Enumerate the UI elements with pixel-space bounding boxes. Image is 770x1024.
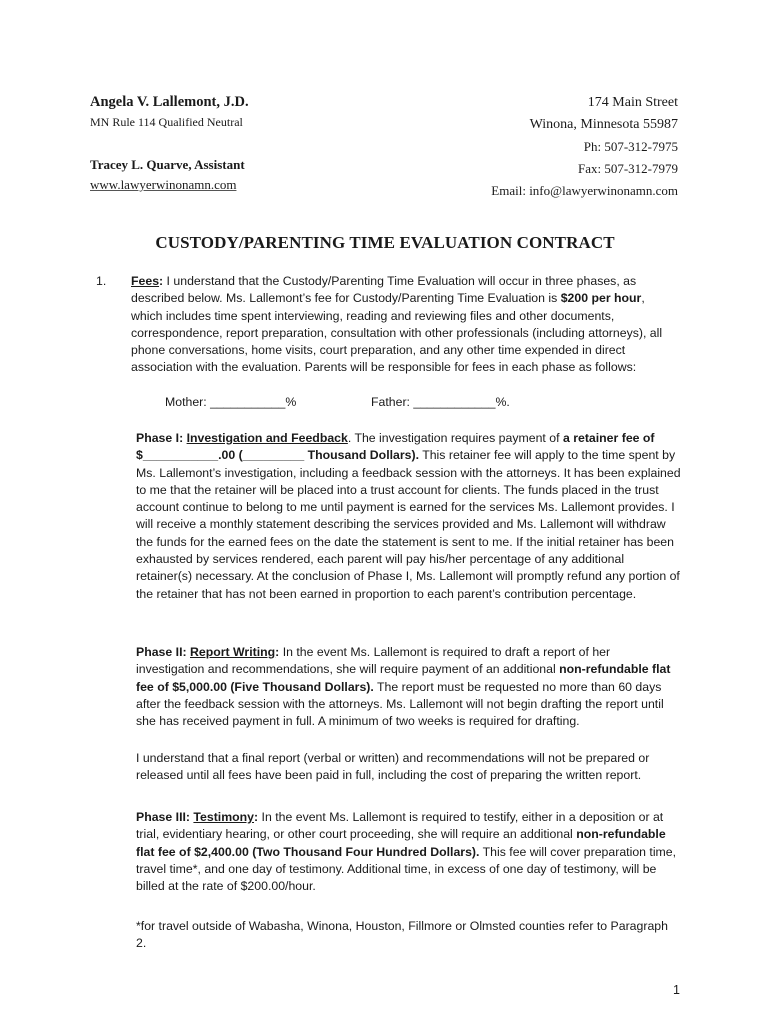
final-report-note: I understand that a final report (verbal or written) and recommendations will not be prepared or released until all fees have been paid in full, including the cost of preparing the written report.	[136, 751, 650, 783]
fax-number: Fax: 507-312-7979	[577, 161, 678, 176]
letterhead-right	[378, 92, 678, 202]
letterhead-left	[90, 92, 410, 195]
page-number: 1	[673, 983, 680, 997]
street-address: 174 Main Street	[587, 95, 678, 110]
phase3-title: Testimony	[193, 810, 255, 824]
travel-note: *for travel outside of Wabasha, Winona, Houston, Fillmore or Olmsted counties refer to Paragraph 2.	[136, 919, 668, 951]
website-link[interactable]: www.lawyerwinonamn.com	[90, 177, 237, 192]
retainer-fee-field[interactable]: a retainer fee of $___________.00 (_________ Thousand Dollars).	[136, 431, 655, 463]
phase3-fee: non-refundable flat fee of $2,400.00 (Two Thousand Four Hundred Dollars).	[136, 827, 666, 859]
phase1-title: Investigation and Feedback	[186, 431, 348, 445]
father-percentage-field[interactable]: Father: ____________%.	[371, 395, 510, 409]
fees-text-a: I understand that the Custody/Parenting Time Evaluation will occur in three phases, as described below. Ms. Lallemont’s fee for Custody/Parenting Time Evaluation is	[131, 274, 637, 306]
phase2-paragraph	[136, 644, 681, 730]
phase3-paragraph	[136, 809, 681, 895]
phase2-label: Phase II:	[136, 645, 190, 659]
phase3-text-b: This fee will cover preparation time, travel time*, and one day of testimony. Additional time, in excess of one day of testimony, will be billed at the rate of $200.00/hour.	[136, 844, 677, 894]
document-title: CUSTODY/PARENTING TIME EVALUATION CONTRACT	[155, 233, 615, 252]
email-address[interactable]: Email: info@lawyerwinonamn.com	[491, 183, 678, 198]
phase2-fee: non-refundable flat fee of $5,000.00 (Five Thousand Dollars).	[136, 662, 671, 694]
phase3-text-a: In the event Ms. Lallemont is required to testify, either in a deposition or at trial, evidentiary hearing, or other court proceeding, she will require an additional	[136, 810, 664, 842]
phase1-text-a: . The investigation requires payment of	[347, 431, 563, 445]
fees-text-b: , which includes time spent interviewing, reading and reviewing files and other documents, correspondence, report preparation, consultation with other professionals (including attorneys), all phone conversations, home visits, court preparation, and any other time expended in direct association with the evaluation. Parents will be responsible for fees in each phase as follows:	[131, 291, 663, 375]
attorney-name: Angela V. Lallemont, J.D.	[90, 94, 249, 110]
section-heading: Fees	[131, 274, 160, 288]
heading-colon: :	[159, 274, 164, 288]
section-number: 1.	[96, 274, 107, 288]
hourly-rate: $200 per hour	[560, 291, 642, 306]
phone-number: Ph: 507-312-7975	[583, 139, 678, 154]
phase2-text-a: In the event Ms. Lallemont is required to draft a report of her investigation and recommendations, she will require payment of an additional	[136, 645, 611, 677]
phase3-colon: :	[254, 810, 259, 824]
phase3-label: Phase III:	[136, 810, 194, 824]
phase1-label: Phase I:	[136, 431, 187, 445]
assistant-name: Tracey L. Quarve, Assistant	[90, 157, 245, 172]
section-fees-body	[131, 273, 676, 377]
phase2-title: Report Writing	[190, 645, 276, 659]
phase2-text-b: The report must be requested no more than 60 days after the feedback session with the attorneys. Ms. Lallemont will not begin drafting the report until she has received payment in full. A minimum of two weeks is required for drafting.	[136, 679, 664, 729]
phase1-text-b: This retainer fee will apply to the time spent by Ms. Lallemont’s investigation, including a feedback session with the attorneys. It has been explained to me that the retainer will be placed into a trust account for clients. The funds placed in the trust account continue to belong to me until payment is earned for the services Ms. Lallemont provides. I will receive a monthly statement describing the services provided and Ms. Lallemont will withdraw the funds for the earned fees on the date the statement is sent to me. If the initial retainer has been exhausted by services rendered, each parent will pay his/her percentage of any additional retainer(s) necessary. At the conclusion of Phase I, Ms. Lallemont will promptly refund any portion of the retainer that has not been earned in proportion to each parent’s contribution percentage.	[136, 448, 681, 601]
phase1-paragraph	[136, 430, 681, 603]
mother-percentage-field[interactable]: Mother: ___________%	[165, 395, 297, 409]
attorney-qualification: MN Rule 114 Qualified Neutral	[90, 115, 243, 129]
city-state-zip: Winona, Minnesota 55987	[529, 117, 678, 132]
phase2-colon: :	[275, 645, 280, 659]
